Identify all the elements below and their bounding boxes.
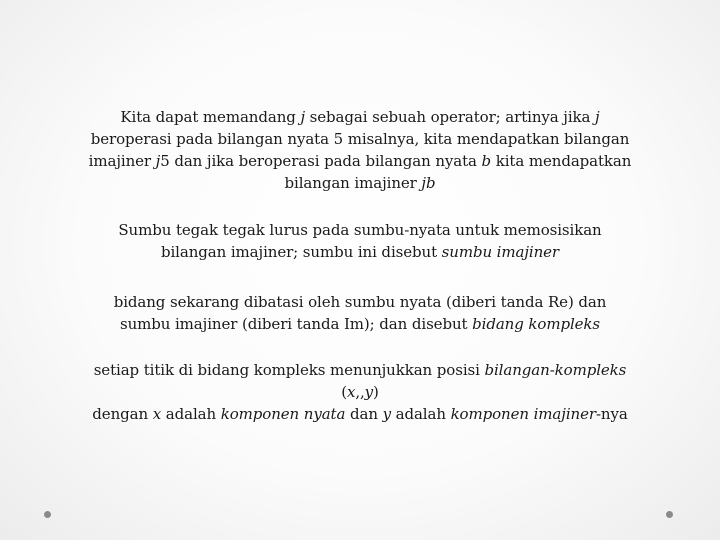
text: ,, — [355, 383, 365, 401]
italic-y: y — [364, 383, 374, 401]
term-komponen-nyata: komponen nyata — [220, 405, 346, 423]
text: beroperasi pada bilangan nyata 5 misalnya, kita mendapatkan bilangan — [90, 130, 630, 148]
italic-jb: jb — [421, 174, 436, 192]
term-sumbu-imajiner: sumbu imajiner — [441, 243, 560, 261]
text: Sumbu tegak tegak lurus pada sumbu-nyata untuk memosisikan — [118, 221, 602, 239]
text: imajiner — [88, 152, 156, 170]
italic-x: x — [346, 383, 356, 401]
text: ( — [341, 383, 347, 401]
text: adalah — [390, 405, 451, 423]
term-bidang-kompleks: bidang kompleks — [472, 315, 601, 333]
text: sebagai sebuah operator; artinya jika — [305, 108, 596, 126]
slide-corner-dot-left — [44, 511, 51, 518]
slide-corner-dot-right — [666, 511, 673, 518]
text: bilangan imajiner; sumbu ini disebut — [160, 243, 442, 261]
term-bilangan-kompleks: bilangan-kompleks — [484, 361, 627, 379]
text: sumbu imajiner (diberi tanda Im); dan disebut — [119, 315, 473, 333]
text: dan — [345, 405, 383, 423]
text: 5 dan jika beroperasi pada bilangan nyata — [160, 152, 482, 170]
italic-j: j — [595, 108, 600, 126]
text: bidang sekarang dibatasi oleh sumbu nyata (diberi tanda Re) dan — [113, 293, 607, 311]
text: Kita dapat memandang — [120, 108, 301, 126]
text: -nya — [595, 405, 628, 423]
text: setiap titik di bidang kompleks menunjukkan posisi — [93, 361, 485, 379]
text: adalah — [161, 405, 221, 423]
italic-j: j — [300, 108, 306, 126]
text: ) — [373, 383, 379, 401]
text: kita mendapatkan — [491, 152, 632, 170]
term-komponen-imajiner: komponen imajiner — [450, 405, 596, 423]
paragraph-bilangan-kompleks — [40, 359, 680, 425]
paragraph-bidang-kompleks — [40, 291, 680, 335]
italic-j: j — [155, 152, 161, 170]
italic-x: x — [152, 405, 162, 423]
paragraph-operator-j — [40, 106, 680, 194]
text: dengan — [92, 405, 153, 423]
italic-y: y — [382, 405, 391, 423]
paragraph-sumbu-imajiner — [40, 219, 680, 263]
italic-b: b — [481, 152, 492, 170]
text: bilangan imajiner — [284, 174, 422, 192]
